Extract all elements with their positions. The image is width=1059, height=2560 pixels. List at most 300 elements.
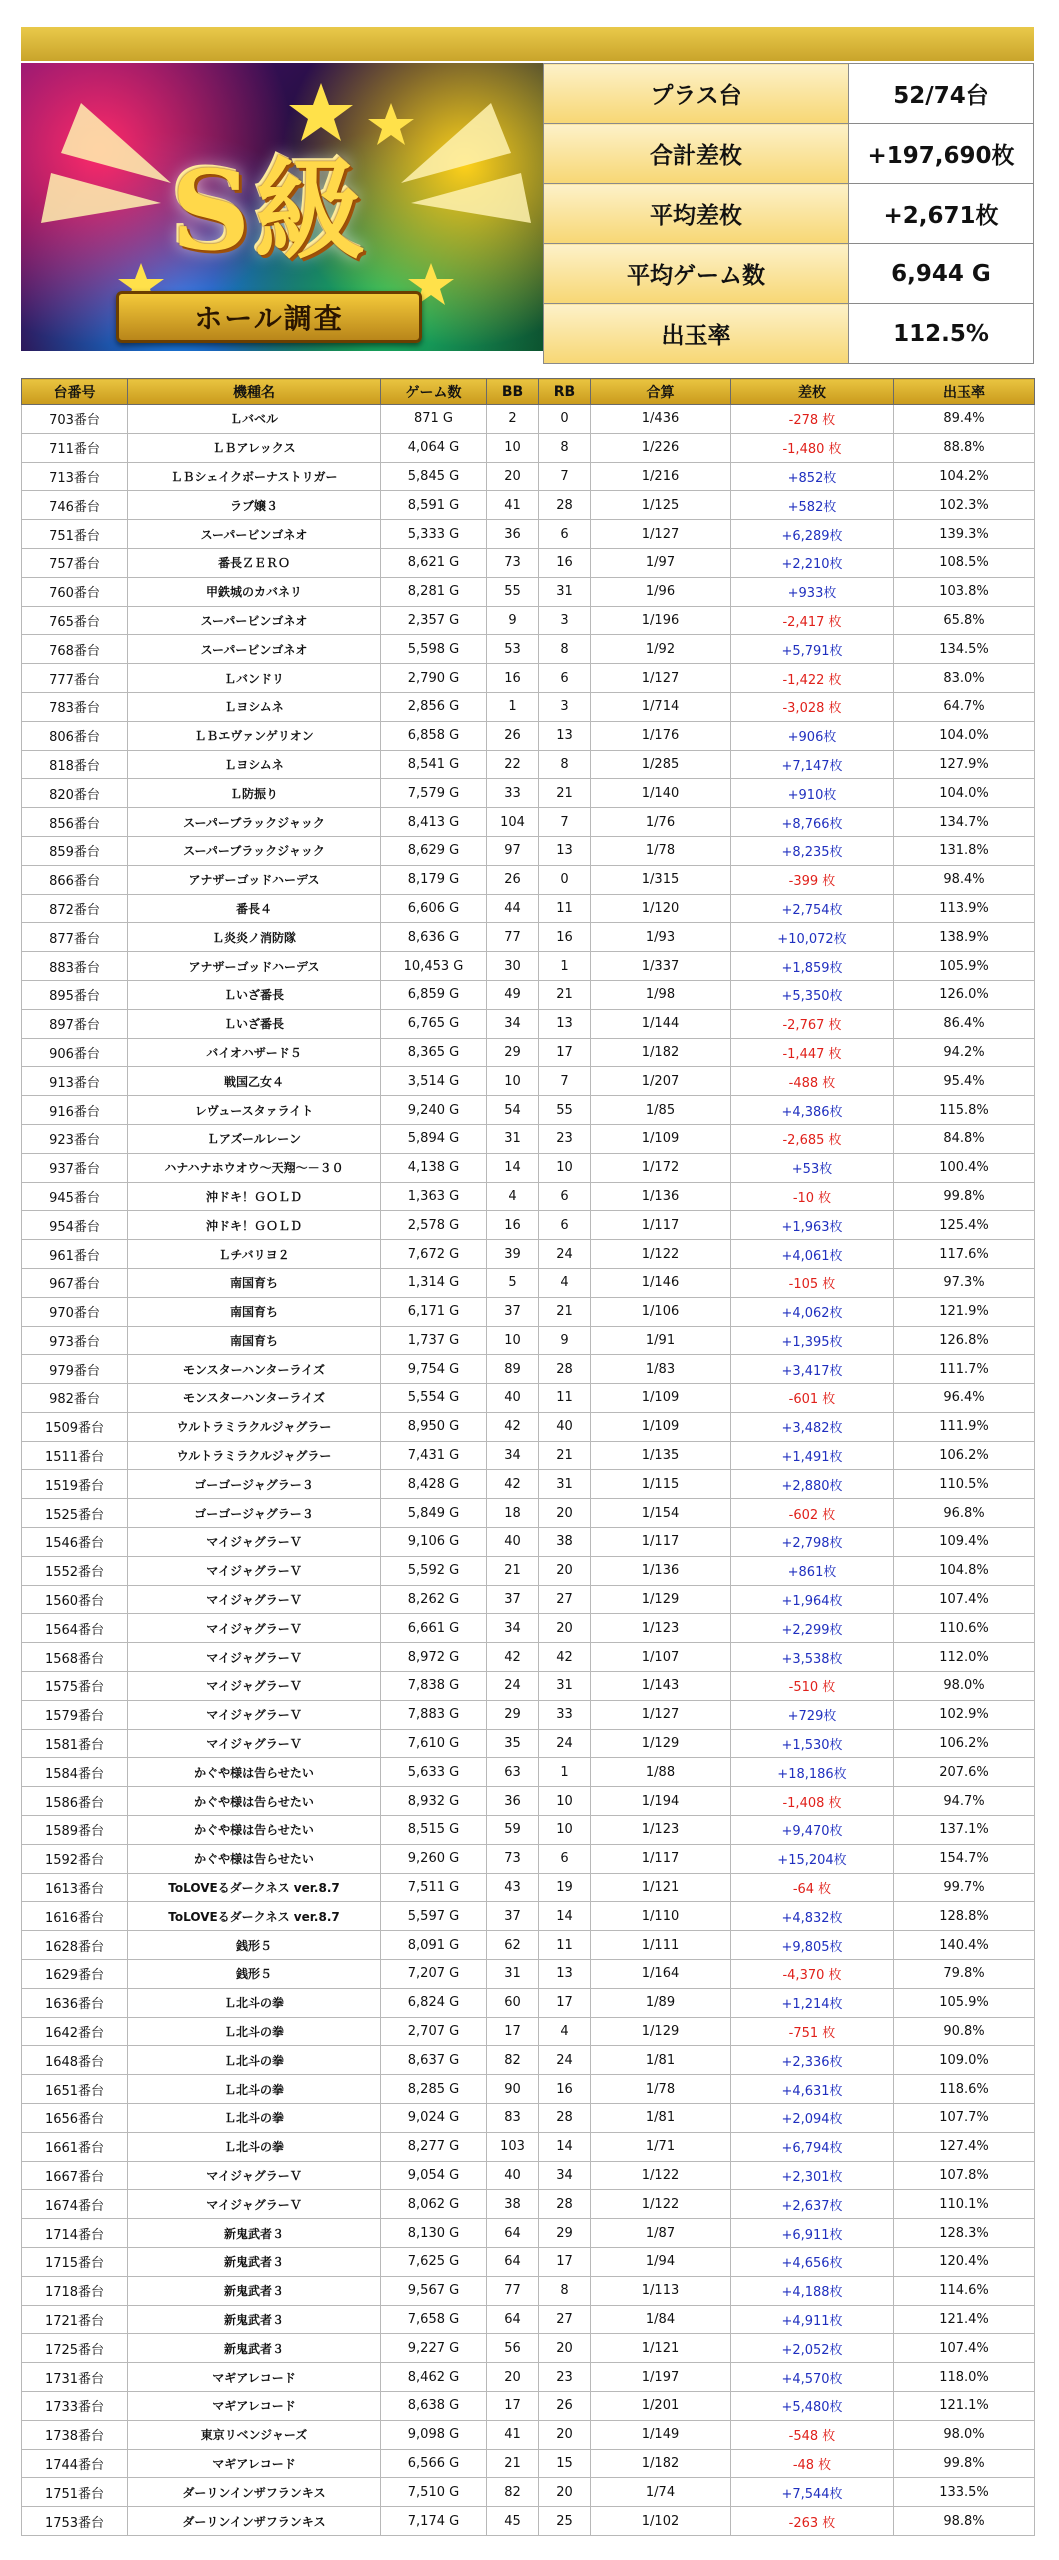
cell-rb: 0 [539, 405, 591, 434]
cell-bb: 29 [487, 1038, 539, 1067]
cell-machine-name: ToLOVEるダークネス ver.8.7 [128, 1873, 381, 1902]
table-row [22, 1873, 1035, 1902]
cell-machine-name: Ｌ北斗の拳 [128, 2132, 381, 2161]
cell-rb: 9 [539, 1326, 591, 1355]
cell-payout-rate: 64.7% [894, 692, 1035, 721]
table-row [22, 980, 1035, 1009]
cell-machine-name: マイジャグラーＶ [128, 1672, 381, 1701]
cell-bb: 17 [487, 2391, 539, 2420]
cell-bb: 29 [487, 1700, 539, 1729]
cell-bb: 31 [487, 1960, 539, 1989]
cell-machine-number: 1751番台 [22, 2478, 128, 2507]
cell-combined: 1/117 [591, 1211, 731, 1240]
cell-bb: 22 [487, 750, 539, 779]
cell-machine-number: 970番台 [22, 1297, 128, 1326]
cell-payout-rate: 83.0% [894, 664, 1035, 693]
cell-machine-name: ＬＢアレックス [128, 433, 381, 462]
cell-payout-rate: 98.4% [894, 865, 1035, 894]
cell-games: 5,554 G [381, 1384, 487, 1413]
table-row [22, 1038, 1035, 1067]
table-header-row [22, 379, 1035, 405]
cell-machine-number: 1616番台 [22, 1902, 128, 1931]
cell-rb: 55 [539, 1096, 591, 1125]
cell-machine-name: 新鬼武者３ [128, 2305, 381, 2334]
cell-machine-number: 1589番台 [22, 1816, 128, 1845]
cell-games: 8,950 G [381, 1412, 487, 1441]
cell-difference: +10,072枚 [731, 923, 894, 952]
cell-machine-name: ラブ嬢３ [128, 491, 381, 520]
cell-machine-number: 1718番台 [22, 2276, 128, 2305]
cell-combined: 1/176 [591, 721, 731, 750]
table-row [22, 577, 1035, 606]
cell-payout-rate: 134.5% [894, 635, 1035, 664]
cell-combined: 1/91 [591, 1326, 731, 1355]
cell-rb: 20 [539, 1614, 591, 1643]
cell-machine-name: アナザーゴッドハーデス [128, 952, 381, 981]
cell-combined: 1/109 [591, 1384, 731, 1413]
header-payout-rate: 出玉率 [894, 379, 1035, 405]
cell-rb: 26 [539, 2391, 591, 2420]
cell-combined: 1/97 [591, 548, 731, 577]
cell-bb: 60 [487, 1988, 539, 2017]
cell-rb: 11 [539, 1384, 591, 1413]
table-row [22, 1182, 1035, 1211]
cell-combined: 1/127 [591, 1700, 731, 1729]
cell-payout-rate: 106.2% [894, 1441, 1035, 1470]
cell-difference: +2,299枚 [731, 1614, 894, 1643]
cell-difference: +7,544枚 [731, 2478, 894, 2507]
table-row [22, 433, 1035, 462]
cell-rb: 42 [539, 1643, 591, 1672]
cell-payout-rate: 109.4% [894, 1528, 1035, 1557]
cell-bb: 36 [487, 520, 539, 549]
cell-machine-number: 982番台 [22, 1384, 128, 1413]
cell-bb: 77 [487, 923, 539, 952]
cell-machine-name: Ｌアズールレーン [128, 1124, 381, 1153]
cell-machine-name: スーパーブラックジャック [128, 836, 381, 865]
header-combined: 合算 [591, 379, 731, 405]
cell-combined: 1/182 [591, 2449, 731, 2478]
cell-payout-rate: 106.2% [894, 1729, 1035, 1758]
table-row [22, 1643, 1035, 1672]
cell-payout-rate: 154.7% [894, 1844, 1035, 1873]
cell-combined: 1/117 [591, 1844, 731, 1873]
cell-games: 7,207 G [381, 1960, 487, 1989]
table-row [22, 836, 1035, 865]
cell-payout-rate: 105.9% [894, 952, 1035, 981]
table-row [22, 779, 1035, 808]
cell-machine-number: 1714番台 [22, 2219, 128, 2248]
cell-games: 7,610 G [381, 1729, 487, 1758]
cell-difference: +1,395枚 [731, 1326, 894, 1355]
cell-games: 7,838 G [381, 1672, 487, 1701]
table-row [22, 1614, 1035, 1643]
cell-games: 8,281 G [381, 577, 487, 606]
summary-value: +2,671枚 [849, 184, 1034, 244]
cell-rb: 8 [539, 2276, 591, 2305]
cell-difference: -751 枚 [731, 2017, 894, 2046]
cell-rb: 28 [539, 1355, 591, 1384]
cell-machine-name: かぐや様は告らせたい [128, 1816, 381, 1845]
cell-machine-number: 1674番台 [22, 2190, 128, 2219]
table-row [22, 606, 1035, 635]
cell-machine-number: 777番台 [22, 664, 128, 693]
cell-machine-number: 1715番台 [22, 2248, 128, 2277]
summary-label: 平均ゲーム数 [544, 244, 849, 304]
cell-payout-rate: 94.2% [894, 1038, 1035, 1067]
cell-machine-number: 1738番台 [22, 2420, 128, 2449]
cell-difference: +15,204枚 [731, 1844, 894, 1873]
cell-rb: 25 [539, 2507, 591, 2536]
cell-games: 5,894 G [381, 1124, 487, 1153]
cell-games: 8,636 G [381, 923, 487, 952]
cell-machine-number: 1560番台 [22, 1585, 128, 1614]
cell-machine-name: モンスターハンターライズ [128, 1355, 381, 1384]
cell-machine-name: かぐや様は告らせたい [128, 1787, 381, 1816]
cell-games: 9,567 G [381, 2276, 487, 2305]
cell-difference: +2,798枚 [731, 1528, 894, 1557]
cell-machine-name: バイオハザード５ [128, 1038, 381, 1067]
cell-difference: +4,062枚 [731, 1297, 894, 1326]
cell-difference: +6,794枚 [731, 2132, 894, 2161]
table-row [22, 1556, 1035, 1585]
cell-machine-number: 1592番台 [22, 1844, 128, 1873]
cell-difference: +4,386枚 [731, 1096, 894, 1125]
cell-games: 5,592 G [381, 1556, 487, 1585]
cell-combined: 1/149 [591, 2420, 731, 2449]
header-machine-number: 台番号 [22, 379, 128, 405]
cell-games: 8,062 G [381, 2190, 487, 2219]
table-row [22, 1297, 1035, 1326]
cell-games: 9,227 G [381, 2334, 487, 2363]
cell-bb: 4 [487, 1182, 539, 1211]
cell-rb: 16 [539, 923, 591, 952]
cell-payout-rate: 104.0% [894, 779, 1035, 808]
cell-difference: +861枚 [731, 1556, 894, 1585]
cell-bb: 41 [487, 2420, 539, 2449]
cell-machine-number: 768番台 [22, 635, 128, 664]
cell-games: 6,661 G [381, 1614, 487, 1643]
cell-machine-number: 1731番台 [22, 2363, 128, 2392]
cell-combined: 1/81 [591, 2046, 731, 2075]
cell-bb: 33 [487, 779, 539, 808]
table-row [22, 2391, 1035, 2420]
table-row [22, 952, 1035, 981]
table-row [22, 1096, 1035, 1125]
cell-bb: 34 [487, 1009, 539, 1038]
cell-difference: +9,470枚 [731, 1816, 894, 1845]
cell-games: 7,672 G [381, 1240, 487, 1269]
table-row [22, 491, 1035, 520]
cell-machine-name: マギアレコード [128, 2449, 381, 2478]
table-row [22, 1931, 1035, 1960]
cell-machine-name: ゴーゴージャグラー３ [128, 1470, 381, 1499]
cell-games: 2,856 G [381, 692, 487, 721]
hero-title: S級 [171, 146, 369, 275]
cell-payout-rate: 133.5% [894, 2478, 1035, 2507]
cell-machine-number: 1744番台 [22, 2449, 128, 2478]
cell-payout-rate: 96.8% [894, 1499, 1035, 1528]
cell-combined: 1/201 [591, 2391, 731, 2420]
summary-label: 出玉率 [544, 304, 849, 364]
summary-row [544, 184, 1034, 244]
cell-bb: 21 [487, 2449, 539, 2478]
cell-machine-number: 713番台 [22, 462, 128, 491]
cell-rb: 20 [539, 2420, 591, 2449]
hero-banner-image [21, 63, 543, 351]
cell-rb: 7 [539, 808, 591, 837]
cell-difference: +1,859枚 [731, 952, 894, 981]
cell-rb: 13 [539, 1009, 591, 1038]
cell-bb: 14 [487, 1153, 539, 1182]
cell-rb: 21 [539, 1441, 591, 1470]
cell-combined: 1/115 [591, 1470, 731, 1499]
cell-bb: 59 [487, 1816, 539, 1845]
header-difference: 差枚 [731, 379, 894, 405]
cell-rb: 10 [539, 1816, 591, 1845]
cell-machine-name: かぐや様は告らせたい [128, 1844, 381, 1873]
cell-payout-rate: 128.3% [894, 2219, 1035, 2248]
cell-combined: 1/285 [591, 750, 731, 779]
summary-label: 合計差枚 [544, 124, 849, 184]
cell-payout-rate: 98.0% [894, 2420, 1035, 2449]
cell-rb: 20 [539, 2478, 591, 2507]
cell-rb: 1 [539, 1758, 591, 1787]
cell-bb: 97 [487, 836, 539, 865]
cell-machine-name: 東京リベンジャーズ [128, 2420, 381, 2449]
cell-payout-rate: 102.9% [894, 1700, 1035, 1729]
cell-games: 2,707 G [381, 2017, 487, 2046]
cell-payout-rate: 89.4% [894, 405, 1035, 434]
cell-difference: -1,408 枚 [731, 1787, 894, 1816]
cell-machine-name: マギアレコード [128, 2363, 381, 2392]
cell-rb: 20 [539, 1556, 591, 1585]
cell-machine-name: 新鬼武者３ [128, 2248, 381, 2277]
cell-machine-number: 1546番台 [22, 1528, 128, 1557]
cell-rb: 10 [539, 1153, 591, 1182]
cell-games: 5,598 G [381, 635, 487, 664]
cell-difference: -510 枚 [731, 1672, 894, 1701]
cell-payout-rate: 120.4% [894, 2248, 1035, 2277]
table-row [22, 2132, 1035, 2161]
cell-bb: 18 [487, 1499, 539, 1528]
cell-difference: +933枚 [731, 577, 894, 606]
cell-bb: 103 [487, 2132, 539, 2161]
cell-payout-rate: 95.4% [894, 1067, 1035, 1096]
cell-rb: 20 [539, 2334, 591, 2363]
cell-rb: 27 [539, 1585, 591, 1614]
cell-difference: -105 枚 [731, 1268, 894, 1297]
table-row [22, 1672, 1035, 1701]
cell-machine-name: 南国育ち [128, 1297, 381, 1326]
cell-games: 6,765 G [381, 1009, 487, 1038]
cell-combined: 1/127 [591, 664, 731, 693]
cell-rb: 13 [539, 1960, 591, 1989]
cell-rb: 1 [539, 952, 591, 981]
cell-payout-rate: 107.4% [894, 2334, 1035, 2363]
cell-rb: 11 [539, 894, 591, 923]
cell-payout-rate: 127.4% [894, 2132, 1035, 2161]
cell-difference: +8,235枚 [731, 836, 894, 865]
cell-payout-rate: 104.2% [894, 462, 1035, 491]
cell-games: 9,024 G [381, 2104, 487, 2133]
table-row [22, 1960, 1035, 1989]
cell-bb: 83 [487, 2104, 539, 2133]
cell-rb: 24 [539, 1729, 591, 1758]
cell-games: 8,462 G [381, 2363, 487, 2392]
cell-machine-name: 新鬼武者３ [128, 2334, 381, 2363]
table-row [22, 865, 1035, 894]
cell-rb: 3 [539, 606, 591, 635]
machine-data-table [21, 378, 1035, 2536]
table-row [22, 894, 1035, 923]
cell-combined: 1/129 [591, 1585, 731, 1614]
cell-machine-name: Ｌヨシムネ [128, 692, 381, 721]
cell-machine-name: スーパービンゴネオ [128, 635, 381, 664]
cell-payout-rate: 105.9% [894, 1988, 1035, 2017]
cell-games: 8,515 G [381, 1816, 487, 1845]
cell-machine-name: マイジャグラーＶ [128, 1528, 381, 1557]
cell-rb: 31 [539, 1470, 591, 1499]
cell-machine-number: 897番台 [22, 1009, 128, 1038]
cell-difference: +3,482枚 [731, 1412, 894, 1441]
table-body [22, 405, 1035, 2536]
table-row [22, 808, 1035, 837]
cell-bb: 63 [487, 1758, 539, 1787]
cell-rb: 14 [539, 1902, 591, 1931]
cell-machine-number: 711番台 [22, 433, 128, 462]
cell-machine-name: Ｌ北斗の拳 [128, 1988, 381, 2017]
cell-machine-name: ハナハナホウオウ～天翔～－３０ [128, 1153, 381, 1182]
cell-machine-number: 1629番台 [22, 1960, 128, 1989]
cell-machine-name: マイジャグラーＶ [128, 1585, 381, 1614]
cell-combined: 1/140 [591, 779, 731, 808]
cell-bb: 41 [487, 491, 539, 520]
cell-machine-name: Ｌ北斗の拳 [128, 2017, 381, 2046]
cell-machine-number: 760番台 [22, 577, 128, 606]
table-row [22, 1470, 1035, 1499]
cell-payout-rate: 94.7% [894, 1787, 1035, 1816]
header-rb: RB [539, 379, 591, 405]
table-row [22, 1211, 1035, 1240]
cell-difference: +18,186枚 [731, 1758, 894, 1787]
table-row [22, 2276, 1035, 2305]
table-row [22, 1355, 1035, 1384]
cell-difference: +2,754枚 [731, 894, 894, 923]
cell-machine-name: 沖ドキ！ＧＯＬＤ [128, 1211, 381, 1240]
cell-combined: 1/92 [591, 635, 731, 664]
table-row [22, 692, 1035, 721]
cell-bb: 36 [487, 1787, 539, 1816]
table-row [22, 721, 1035, 750]
cell-games: 9,240 G [381, 1096, 487, 1125]
cell-machine-number: 1584番台 [22, 1758, 128, 1787]
cell-combined: 1/84 [591, 2305, 731, 2334]
cell-payout-rate: 108.5% [894, 548, 1035, 577]
cell-payout-rate: 137.1% [894, 1816, 1035, 1845]
cell-difference: +1,963枚 [731, 1211, 894, 1240]
cell-bb: 10 [487, 1326, 539, 1355]
table-row [22, 1528, 1035, 1557]
table-row [22, 2478, 1035, 2507]
cell-rb: 10 [539, 1787, 591, 1816]
cell-bb: 62 [487, 1931, 539, 1960]
cell-difference: +2,052枚 [731, 2334, 894, 2363]
table-row [22, 405, 1035, 434]
cell-difference: +3,417枚 [731, 1355, 894, 1384]
cell-combined: 1/194 [591, 1787, 731, 1816]
cell-rb: 19 [539, 1873, 591, 1902]
cell-rb: 28 [539, 2104, 591, 2133]
cell-combined: 1/164 [591, 1960, 731, 1989]
cell-machine-number: 751番台 [22, 520, 128, 549]
cell-machine-name: マイジャグラーＶ [128, 1556, 381, 1585]
cell-games: 8,091 G [381, 1931, 487, 1960]
cell-combined: 1/337 [591, 952, 731, 981]
cell-bb: 39 [487, 1240, 539, 1269]
table-row [22, 2449, 1035, 2478]
cell-bb: 77 [487, 2276, 539, 2305]
cell-bb: 64 [487, 2219, 539, 2248]
cell-difference: -602 枚 [731, 1499, 894, 1528]
cell-rb: 21 [539, 779, 591, 808]
cell-machine-name: 銭形５ [128, 1960, 381, 1989]
cell-difference: -601 枚 [731, 1384, 894, 1413]
table-row [22, 2507, 1035, 2536]
cell-difference: +6,911枚 [731, 2219, 894, 2248]
cell-payout-rate: 115.8% [894, 1096, 1035, 1125]
cell-bb: 73 [487, 548, 539, 577]
cell-difference: -399 枚 [731, 865, 894, 894]
cell-bb: 49 [487, 980, 539, 1009]
cell-difference: +6,289枚 [731, 520, 894, 549]
cell-games: 2,790 G [381, 664, 487, 693]
cell-combined: 1/110 [591, 1902, 731, 1931]
cell-combined: 1/436 [591, 405, 731, 434]
cell-machine-number: 1628番台 [22, 1931, 128, 1960]
cell-games: 8,285 G [381, 2075, 487, 2104]
cell-payout-rate: 110.5% [894, 1470, 1035, 1499]
cell-machine-number: 1721番台 [22, 2305, 128, 2334]
cell-machine-number: 746番台 [22, 491, 128, 520]
cell-bb: 37 [487, 1585, 539, 1614]
cell-bb: 82 [487, 2046, 539, 2075]
cell-games: 8,130 G [381, 2219, 487, 2248]
cell-machine-number: 1519番台 [22, 1470, 128, 1499]
cell-combined: 1/96 [591, 577, 731, 606]
cell-combined: 1/129 [591, 2017, 731, 2046]
cell-rb: 23 [539, 2363, 591, 2392]
table-row [22, 1326, 1035, 1355]
cell-rb: 8 [539, 635, 591, 664]
cell-rb: 17 [539, 1988, 591, 2017]
cell-machine-number: 1753番台 [22, 2507, 128, 2536]
cell-bb: 31 [487, 1124, 539, 1153]
cell-machine-name: Ｌ北斗の拳 [128, 2046, 381, 2075]
table-row [22, 1700, 1035, 1729]
cell-combined: 1/117 [591, 1528, 731, 1557]
cell-payout-rate: 109.0% [894, 2046, 1035, 2075]
cell-machine-name: 甲鉄城のカバネリ [128, 577, 381, 606]
cell-combined: 1/81 [591, 2104, 731, 2133]
cell-rb: 6 [539, 1211, 591, 1240]
cell-difference: -488 枚 [731, 1067, 894, 1096]
cell-machine-name: 南国育ち [128, 1326, 381, 1355]
cell-rb: 20 [539, 1499, 591, 1528]
cell-rb: 6 [539, 664, 591, 693]
cell-machine-name: マイジャグラーＶ [128, 1729, 381, 1758]
cell-rb: 21 [539, 980, 591, 1009]
